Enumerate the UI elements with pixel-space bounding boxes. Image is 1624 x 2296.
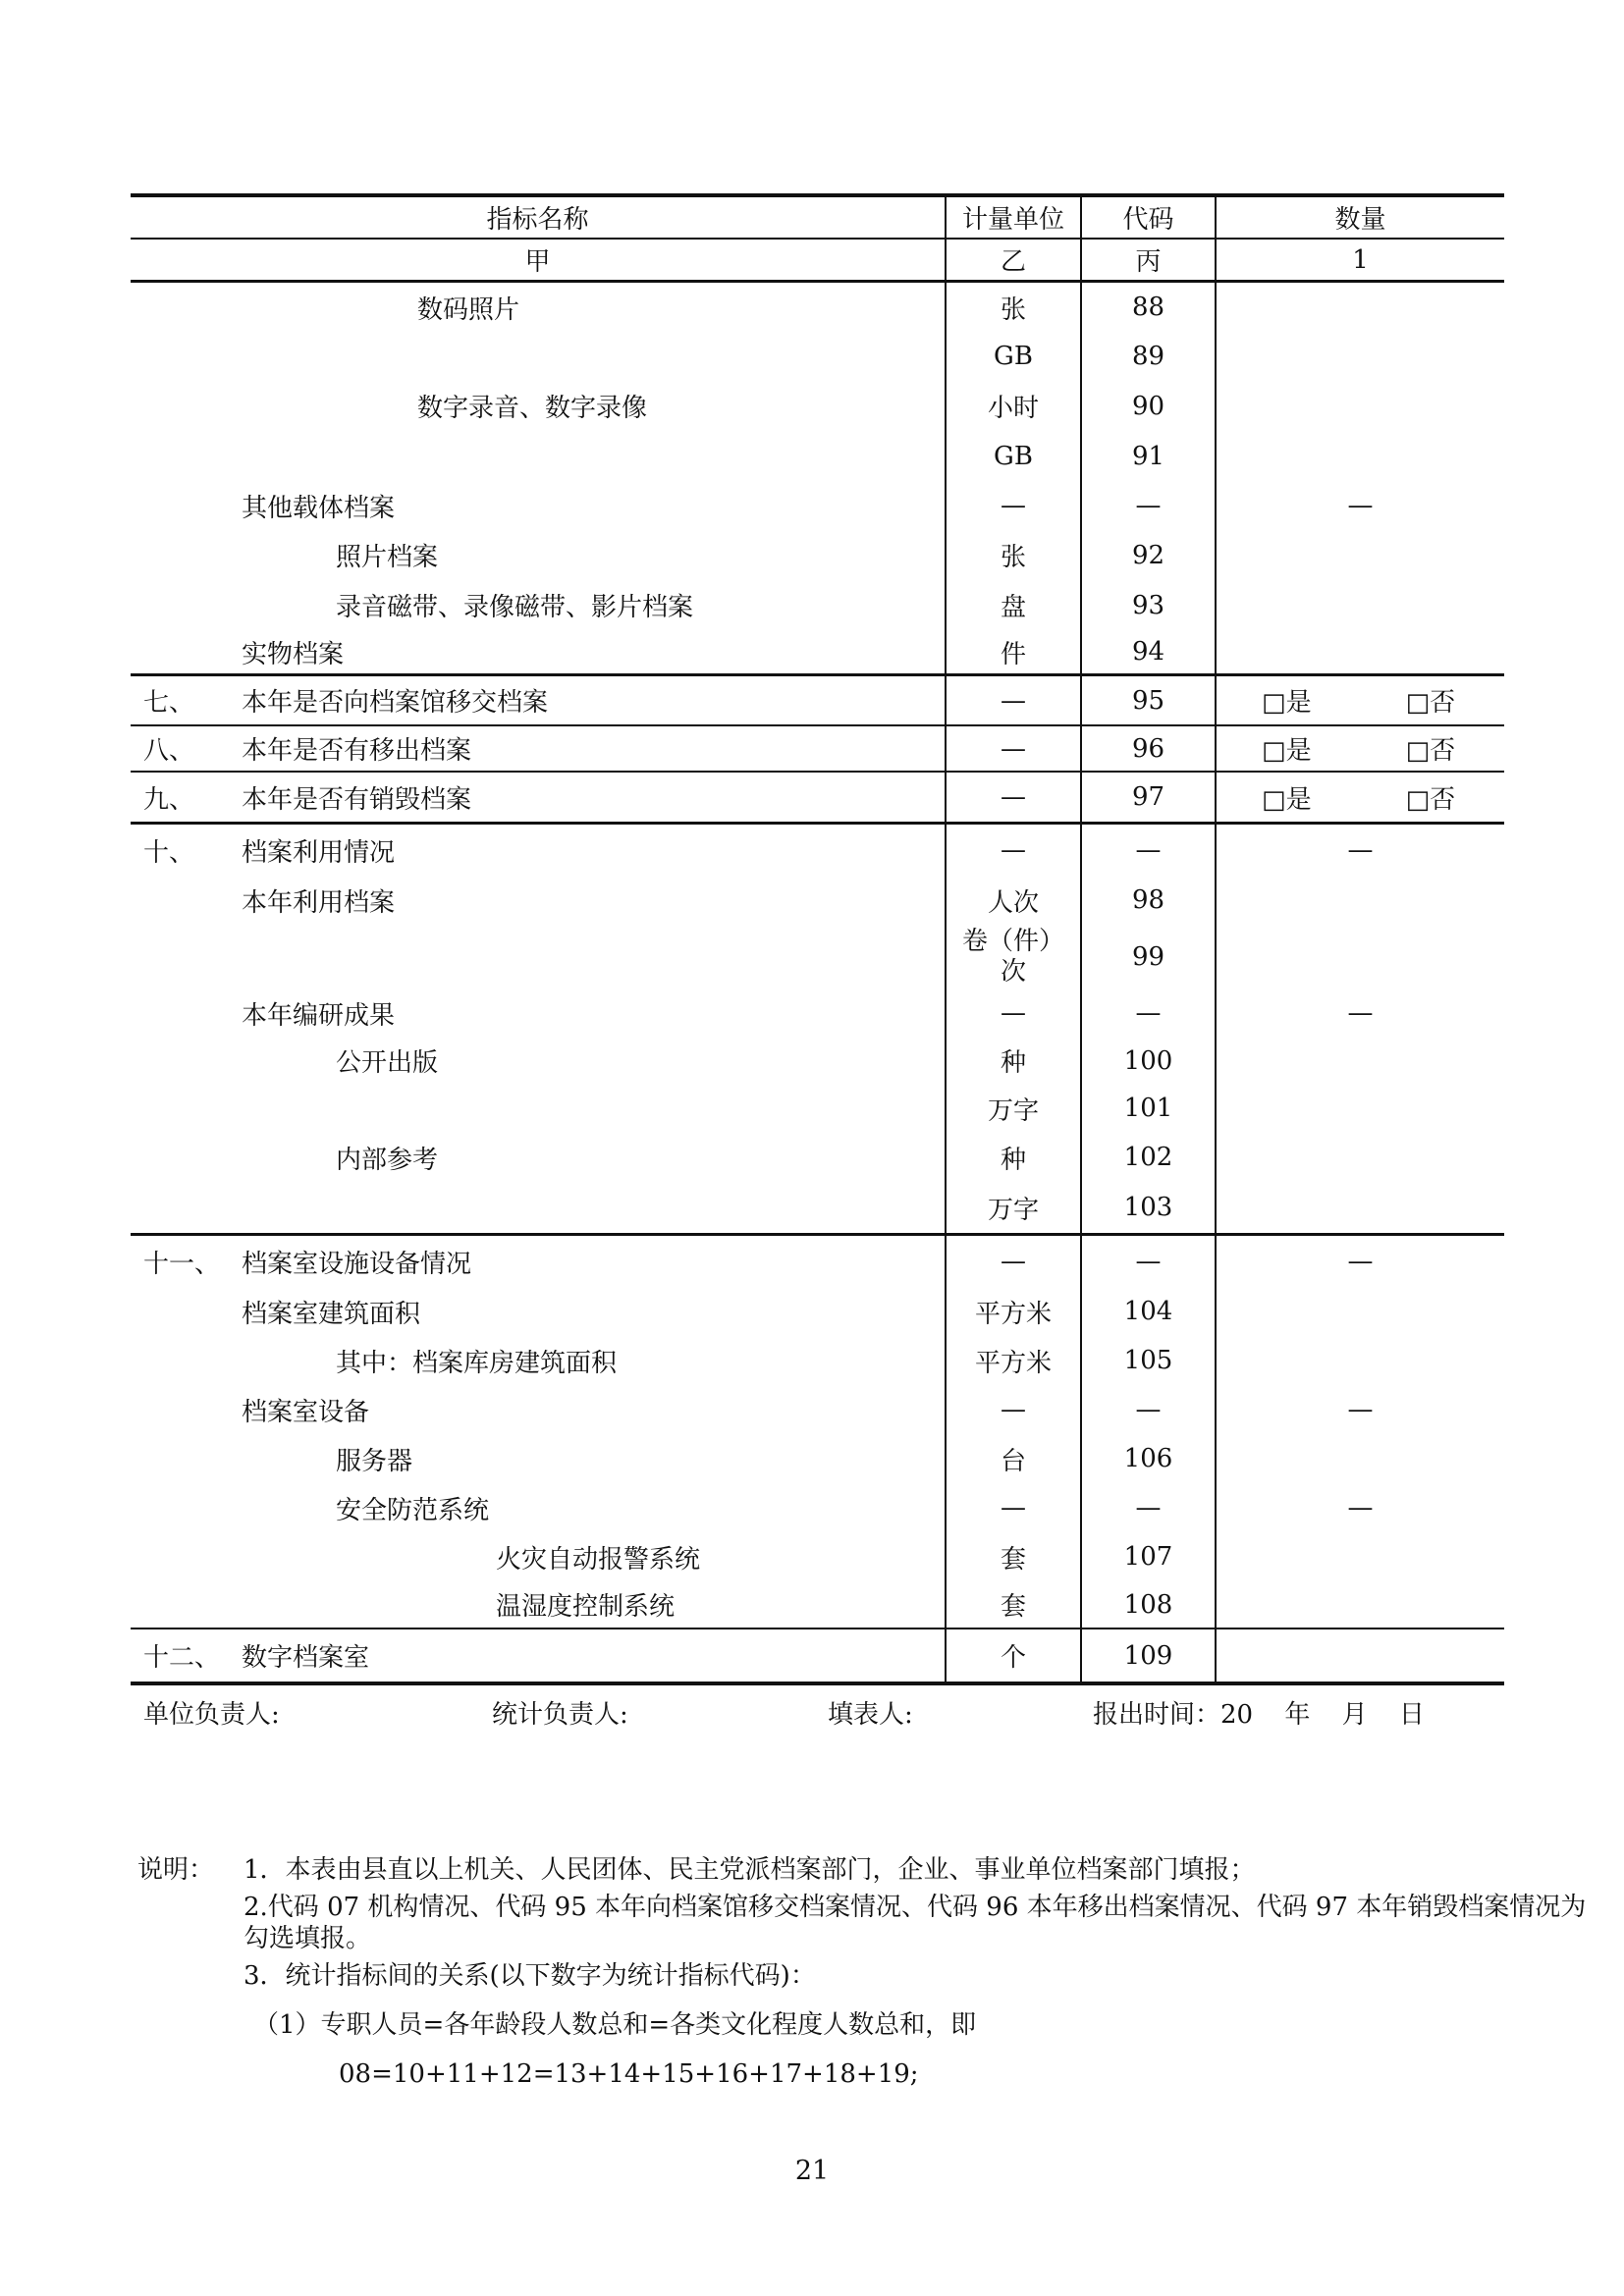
unit-cell: GB [945, 332, 1080, 381]
code-cell: 97 [1080, 773, 1215, 822]
unit-cell: 万字 [945, 1182, 1080, 1233]
table-subheader-row [131, 240, 1504, 283]
table-row [131, 773, 1504, 825]
section-number: 九、 [143, 784, 195, 815]
indicator-cell [131, 676, 945, 724]
subheader-bing: 丙 [1080, 240, 1215, 280]
indicator-cell [131, 1629, 945, 1682]
indicator-cell [131, 1287, 945, 1336]
indicator-cell [131, 1336, 945, 1385]
indicator-label: 档案室设施设备情况 [242, 1249, 472, 1279]
table-row [131, 1532, 1504, 1581]
quantity-cell: — [1215, 1236, 1504, 1287]
quantity-cell [1215, 1038, 1504, 1084]
unit-cell: 套 [945, 1581, 1080, 1628]
indicator-cell [131, 1581, 945, 1628]
checkbox-yes[interactable]: □是 [1262, 736, 1312, 766]
unit-cell: — [945, 676, 1080, 724]
indicator-cell [131, 381, 945, 431]
indicator-cell [131, 876, 945, 925]
notes-label: 说明： [137, 1855, 215, 1885]
indicator-cell [131, 1434, 945, 1483]
header-unit: 计量单位 [945, 197, 1080, 238]
table-row [131, 1629, 1504, 1682]
section-number: 十一、 [143, 1249, 221, 1279]
unit-cell: 盘 [945, 580, 1080, 630]
quantity-cell [1215, 876, 1504, 925]
table-row [131, 381, 1504, 431]
table-row [131, 1336, 1504, 1385]
unit-cell: 万字 [945, 1084, 1080, 1133]
indicator-label: 档案室建筑面积 [242, 1299, 421, 1329]
indicator-cell [131, 1236, 945, 1287]
quantity-cell [1215, 283, 1504, 332]
header-indicator-name: 指标名称 [486, 205, 589, 235]
unit-cell: — [945, 773, 1080, 822]
indicator-label: 本年利用档案 [242, 887, 396, 918]
unit-cell: 人次 [945, 876, 1080, 925]
indicator-label: 实物档案 [242, 639, 345, 669]
indicator-label: 本年是否有移出档案 [242, 736, 472, 766]
quantity-cell [1215, 1532, 1504, 1581]
table-row [131, 825, 1504, 876]
note-item-3: 3．统计指标间的关系(以下数字为统计指标代码)： [244, 1961, 816, 1991]
subheader-jia: 甲 [524, 247, 551, 277]
indicator-label: 温湿度控制系统 [496, 1592, 676, 1622]
indicator-cell [131, 580, 945, 630]
unit-cell: — [945, 1483, 1080, 1532]
table-row [131, 530, 1504, 580]
page-number: 21 [794, 2156, 830, 2186]
section-number: 八、 [143, 736, 195, 766]
table-header-row [131, 197, 1504, 240]
quantity-cell [1215, 580, 1504, 630]
quantity-cell [1215, 431, 1504, 481]
indicator-cell [131, 1038, 945, 1084]
code-cell: 102 [1080, 1133, 1215, 1182]
indicator-label: 公开出版 [336, 1048, 439, 1078]
table-row [131, 876, 1504, 925]
code-cell: 88 [1080, 283, 1215, 332]
indicator-cell [131, 1133, 945, 1182]
statistics-table [131, 193, 1504, 1685]
code-cell: 95 [1080, 676, 1215, 724]
quantity-cell [1215, 925, 1504, 988]
code-cell: 96 [1080, 726, 1215, 771]
note-item-1: 1．本表由县直以上机关、人民团体、民主党派档案部门，企业、事业单位档案部门填报； [244, 1855, 1256, 1885]
table-row [131, 1385, 1504, 1434]
quantity-cell: — [1215, 1483, 1504, 1532]
table-row [131, 726, 1504, 773]
header-quantity: 数量 [1215, 197, 1504, 238]
code-cell: 108 [1080, 1581, 1215, 1628]
table-row [131, 925, 1504, 988]
note-item-4: （1）专职人员=各年龄段人数总和=各类文化程度人数总和，即 [253, 2010, 977, 2040]
unit-cell: — [945, 988, 1080, 1038]
indicator-cell [131, 1084, 945, 1133]
report-time-label: 报出时间：20 年 月 日 [1093, 1700, 1425, 1730]
unit-line-1: 卷（件） [961, 926, 1064, 956]
indicator-label: 火灾自动报警系统 [496, 1544, 701, 1575]
quantity-cell [1215, 773, 1504, 822]
indicator-cell [131, 1483, 945, 1532]
table-row [131, 1133, 1504, 1182]
table-row [131, 988, 1504, 1038]
indicator-cell [131, 925, 945, 988]
section-number: 七、 [143, 688, 195, 718]
table-row [131, 1038, 1504, 1084]
unit-cell: 套 [945, 1532, 1080, 1581]
table-body [131, 283, 1504, 1682]
quantity-cell [1215, 1336, 1504, 1385]
checkbox-no[interactable]: □否 [1405, 736, 1456, 766]
code-cell: — [1080, 988, 1215, 1038]
unit-cell: 小时 [945, 381, 1080, 431]
quantity-cell [1215, 630, 1504, 673]
note-item-2-cont: 勾选填报。 [244, 1924, 372, 1953]
quantity-cell [1215, 1133, 1504, 1182]
quantity-cell [1215, 726, 1504, 771]
statistics-head-label: 统计负责人: [492, 1700, 628, 1730]
quantity-cell: — [1215, 1385, 1504, 1434]
code-cell: 105 [1080, 1336, 1215, 1385]
indicator-label: 档案室设备 [242, 1397, 370, 1427]
code-cell: 93 [1080, 580, 1215, 630]
table-row [131, 431, 1504, 481]
indicator-cell [131, 431, 945, 481]
table-row [131, 332, 1504, 381]
table-row [131, 1434, 1504, 1483]
indicator-cell [131, 825, 945, 876]
indicator-label: 录音磁带、录像磁带、影片档案 [336, 593, 694, 622]
code-cell: — [1080, 825, 1215, 876]
table-row [131, 580, 1504, 630]
unit-cell: 台 [945, 1434, 1080, 1483]
table-row [131, 630, 1504, 676]
code-cell: 107 [1080, 1532, 1215, 1581]
quantity-cell [1215, 1084, 1504, 1133]
section-number: 十、 [143, 837, 195, 868]
table-row [131, 1084, 1504, 1133]
quantity-cell [1215, 381, 1504, 431]
table-row [131, 1182, 1504, 1236]
quantity-cell [1215, 332, 1504, 381]
signature-line [0, 1694, 1624, 1730]
table-row [131, 1236, 1504, 1287]
indicator-cell [131, 726, 945, 771]
indicator-label: 其他载体档案 [242, 493, 396, 523]
code-cell: 106 [1080, 1434, 1215, 1483]
unit-cell: 平方米 [945, 1287, 1080, 1336]
indicator-label: 本年是否向档案馆移交档案 [242, 688, 549, 718]
indicator-cell [131, 283, 945, 332]
indicator-cell [131, 1532, 945, 1581]
indicator-label: 数字档案室 [242, 1643, 370, 1673]
header-code: 代码 [1080, 197, 1215, 238]
quantity-cell [1215, 1629, 1504, 1682]
unit-cell [945, 925, 1080, 988]
code-cell: — [1080, 481, 1215, 530]
code-cell: 103 [1080, 1182, 1215, 1233]
quantity-cell [1215, 530, 1504, 580]
checkbox-no[interactable]: □否 [1405, 688, 1456, 718]
unit-cell: 种 [945, 1133, 1080, 1182]
unit-line-2: 次 [1000, 956, 1026, 987]
code-cell: 90 [1080, 381, 1215, 431]
table-row [131, 1287, 1504, 1336]
quantity-cell: — [1215, 988, 1504, 1038]
unit-cell: 张 [945, 530, 1080, 580]
preparer-label: 填表人: [828, 1700, 913, 1730]
unit-cell: — [945, 481, 1080, 530]
indicator-cell [131, 530, 945, 580]
code-cell: 100 [1080, 1038, 1215, 1084]
table-row [131, 676, 1504, 726]
code-cell: 92 [1080, 530, 1215, 580]
indicator-label: 其中：档案库房建筑面积 [336, 1348, 618, 1378]
quantity-cell [1215, 1434, 1504, 1483]
indicator-label: 服务器 [336, 1446, 413, 1476]
indicator-label: 本年编研成果 [242, 1000, 396, 1031]
code-cell: 89 [1080, 332, 1215, 381]
indicator-label: 本年是否有销毁档案 [242, 784, 472, 815]
unit-cell: 张 [945, 283, 1080, 332]
unit-cell: — [945, 726, 1080, 771]
checkbox-yes[interactable]: □是 [1262, 688, 1312, 718]
checkbox-no[interactable]: □否 [1405, 784, 1456, 815]
unit-cell: 平方米 [945, 1336, 1080, 1385]
quantity-cell [1215, 1182, 1504, 1233]
unit-cell: — [945, 1385, 1080, 1434]
table-row [131, 1483, 1504, 1532]
code-cell: 91 [1080, 431, 1215, 481]
unit-cell: 件 [945, 630, 1080, 673]
table-row [131, 1581, 1504, 1629]
code-cell: 109 [1080, 1629, 1215, 1682]
code-cell: — [1080, 1385, 1215, 1434]
table-row [131, 283, 1504, 332]
indicator-label: 内部参考 [336, 1145, 439, 1175]
indicator-cell [131, 1385, 945, 1434]
quantity-cell: — [1215, 825, 1504, 876]
quantity-cell [1215, 676, 1504, 724]
table-row [131, 481, 1504, 530]
indicator-cell [131, 332, 945, 381]
code-cell: — [1080, 1483, 1215, 1532]
note-item-5: 08=10+11+12=13+14+15+16+17+18+19; [339, 2059, 919, 2089]
indicator-label: 照片档案 [336, 543, 439, 572]
code-cell: 94 [1080, 630, 1215, 673]
indicator-cell [131, 481, 945, 530]
indicator-label: 数码照片 [417, 294, 520, 325]
unit-cell: — [945, 825, 1080, 876]
quantity-cell: — [1215, 481, 1504, 530]
note-item-2: 2.代码 07 机构情况、代码 95 本年向档案馆移交档案情况、代码 96 本年移出档案情况、代码 97 本年销毁档案情况为 [244, 1893, 1587, 1922]
unit-cell: 种 [945, 1038, 1080, 1084]
unit-cell: GB [945, 431, 1080, 481]
code-cell: 98 [1080, 876, 1215, 925]
indicator-label: 安全防范系统 [336, 1495, 490, 1525]
checkbox-yes[interactable]: □是 [1262, 784, 1312, 815]
indicator-cell [131, 988, 945, 1038]
code-cell: 104 [1080, 1287, 1215, 1336]
subheader-yi: 乙 [945, 240, 1080, 280]
quantity-cell [1215, 1287, 1504, 1336]
unit-head-label: 单位负责人: [143, 1700, 280, 1730]
indicator-cell [131, 630, 945, 673]
indicator-label: 数字录音、数字录像 [417, 394, 648, 423]
unit-cell: 个 [945, 1629, 1080, 1682]
unit-cell: — [945, 1236, 1080, 1287]
indicator-cell [131, 1182, 945, 1233]
subheader-1: 1 [1215, 240, 1504, 280]
indicator-cell [131, 773, 945, 822]
code-cell: 99 [1080, 925, 1215, 988]
code-cell: 101 [1080, 1084, 1215, 1133]
quantity-cell [1215, 1581, 1504, 1628]
section-number: 十二、 [143, 1643, 221, 1673]
code-cell: — [1080, 1236, 1215, 1287]
indicator-label: 档案利用情况 [242, 837, 396, 868]
